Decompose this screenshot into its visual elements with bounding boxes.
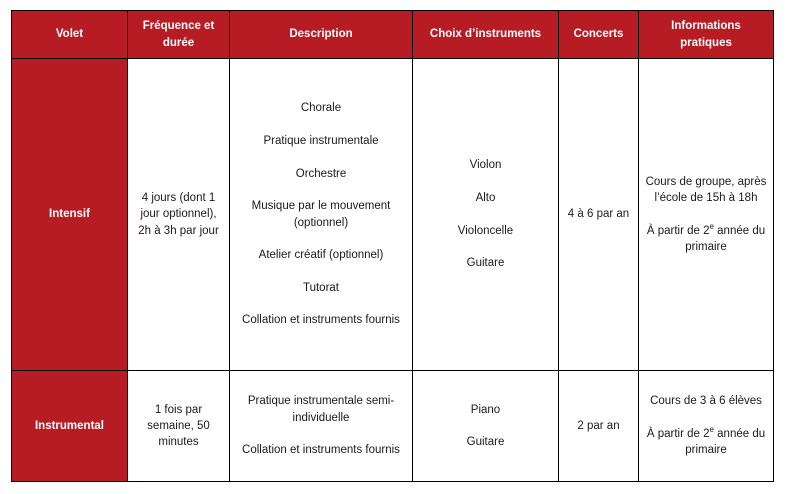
instrument-item: Alto bbox=[475, 192, 496, 205]
header-concerts: Concerts bbox=[559, 11, 639, 59]
header-volet: Volet bbox=[12, 11, 128, 59]
infos-line: À partir de 2e année du primaire bbox=[646, 425, 766, 457]
infos-cell-instrumental bbox=[639, 371, 774, 482]
instrument-item: Guitare bbox=[466, 436, 505, 449]
description-item: Atelier créatif (optionnel) bbox=[258, 249, 384, 262]
header-instruments: Choix d’instruments bbox=[413, 11, 559, 59]
frequence-cell-intensif: 4 jours (dont 1 jour optionnel), 2h à 3h par jour bbox=[128, 59, 230, 371]
description-item: Chorale bbox=[300, 102, 342, 115]
description-cell-instrumental bbox=[230, 371, 413, 482]
description-item: Orchestre bbox=[295, 167, 347, 180]
description-cell-intensif bbox=[230, 59, 413, 371]
header-description: Description bbox=[230, 11, 413, 59]
instruments-cell-instrumental bbox=[413, 371, 559, 482]
description-item: Collation et instruments fournis bbox=[242, 314, 400, 327]
instrument-item: Piano bbox=[470, 403, 501, 416]
instruments-cell-intensif bbox=[413, 59, 559, 371]
description-item: Collation et instruments fournis bbox=[242, 444, 400, 457]
infos-line: À partir de 2e année du primaire bbox=[646, 221, 766, 253]
infos-cell-intensif bbox=[639, 59, 774, 371]
description-item: Musique par le mouvement (optionnel) bbox=[251, 200, 391, 229]
frequence-cell-instrumental: 1 fois par semaine, 50 minutes bbox=[128, 371, 230, 482]
infos-line: Cours de 3 à 6 élèves bbox=[650, 395, 762, 408]
instrument-item: Guitare bbox=[466, 257, 505, 270]
instrument-item: Violoncelle bbox=[457, 224, 514, 237]
instrument-item: Violon bbox=[469, 159, 502, 172]
table-row-intensif bbox=[12, 59, 774, 371]
infos-line: Cours de groupe, après l’école de 15h à 18h bbox=[645, 175, 767, 205]
table-row-instrumental bbox=[12, 371, 774, 482]
volet-label-intensif: Intensif bbox=[12, 59, 128, 371]
header-frequence: Fréquence et durée bbox=[128, 11, 230, 59]
concerts-cell-instrumental: 2 par an bbox=[559, 371, 639, 482]
volet-label-instrumental: Instrumental bbox=[12, 371, 128, 482]
program-table bbox=[11, 10, 774, 482]
description-item: Tutorat bbox=[302, 281, 339, 294]
description-item: Pratique instrumentale bbox=[263, 135, 379, 148]
description-item: Pratique instrumentale semi-individuelle bbox=[247, 395, 395, 424]
header-infos: Informations pratiques bbox=[639, 11, 774, 59]
concerts-cell-intensif: 4 à 6 par an bbox=[559, 59, 639, 371]
table-header-row bbox=[12, 11, 774, 59]
